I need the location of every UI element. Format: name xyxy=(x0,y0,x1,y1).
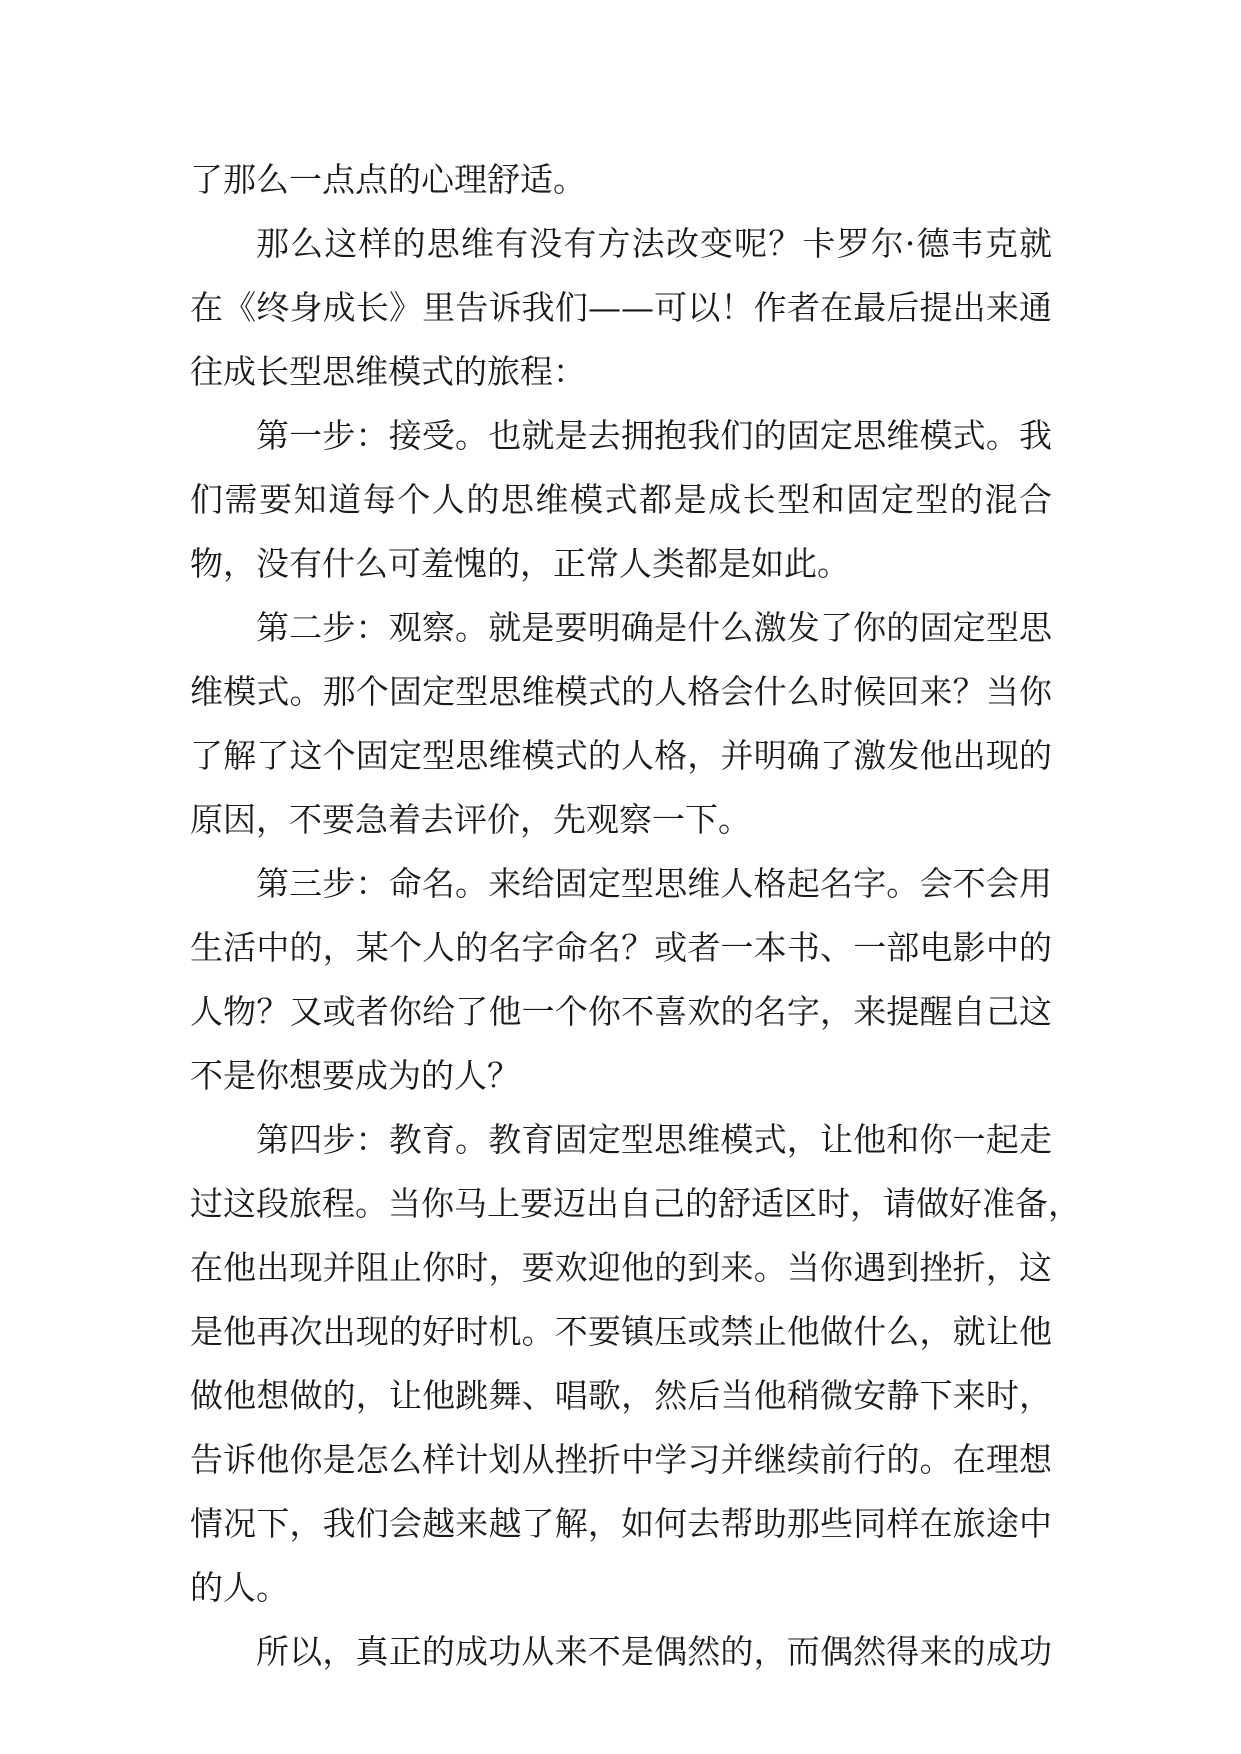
text-line: 了那么一点点的心理舒适。 xyxy=(190,160,586,199)
text-line: 情况下，我们会越来越了解，如何去帮助那些同样在旅途中 xyxy=(190,1504,1052,1543)
text-line: 告诉他你是怎么样计划从挫折中学习并继续前行的。在理想 xyxy=(190,1440,1052,1479)
text-line: 人物？又或者你给了他一个你不喜欢的名字，来提醒自己这 xyxy=(190,992,1052,1031)
text-line: 不是你想要成为的人？ xyxy=(190,1056,520,1095)
text-line: 在他出现并阻止你时，要欢迎他的到来。当你遇到挫折，这 xyxy=(190,1248,1052,1287)
text-line: 了解了这个固定型思维模式的人格，并明确了激发他出现的 xyxy=(190,736,1052,775)
text-line: 物，没有什么可羞愧的，正常人类都是如此。 xyxy=(190,544,850,583)
text-line: 过这段旅程。当你马上要迈出自己的舒适区时，请做好准备， xyxy=(190,1184,1081,1223)
text-line: 在《终身成长》里告诉我们——可以！作者在最后提出来通 xyxy=(190,288,1052,327)
paragraph-first-line: 第四步：教育。教育固定型思维模式，让他和你一起走 xyxy=(256,1120,1052,1159)
text-line: 原因，不要急着去评价，先观察一下。 xyxy=(190,800,751,839)
paragraph-first-line: 第三步：命名。来给固定型思维人格起名字。会不会用 xyxy=(256,864,1052,903)
paragraph-first-line: 所以，真正的成功从来不是偶然的，而偶然得来的成功 xyxy=(256,1632,1052,1671)
text-line: 生活中的，某个人的名字命名？或者一本书、一部电影中的 xyxy=(190,928,1052,967)
text-line: 们需要知道每个人的思维模式都是成长型和固定型的混合 xyxy=(190,480,1052,519)
body-text xyxy=(190,148,1081,1684)
paragraph-first-line: 那么这样的思维有没有方法改变呢？卡罗尔·德韦克就 xyxy=(256,224,1052,263)
text-line: 维模式。那个固定型思维模式的人格会什么时候回来？当你 xyxy=(190,672,1052,711)
text-line: 是他再次出现的好时机。不要镇压或禁止他做什么，就让他 xyxy=(190,1312,1052,1351)
text-line: 往成长型思维模式的旅程： xyxy=(190,352,586,391)
paragraph-first-line: 第二步：观察。就是要明确是什么激发了你的固定型思 xyxy=(256,608,1052,647)
text-line: 的人。 xyxy=(190,1568,289,1607)
text-line: 做他想做的，让他跳舞、唱歌，然后当他稍微安静下来时， xyxy=(190,1376,1052,1415)
paragraph-first-line: 第一步：接受。也就是去拥抱我们的固定思维模式。我 xyxy=(256,416,1052,455)
